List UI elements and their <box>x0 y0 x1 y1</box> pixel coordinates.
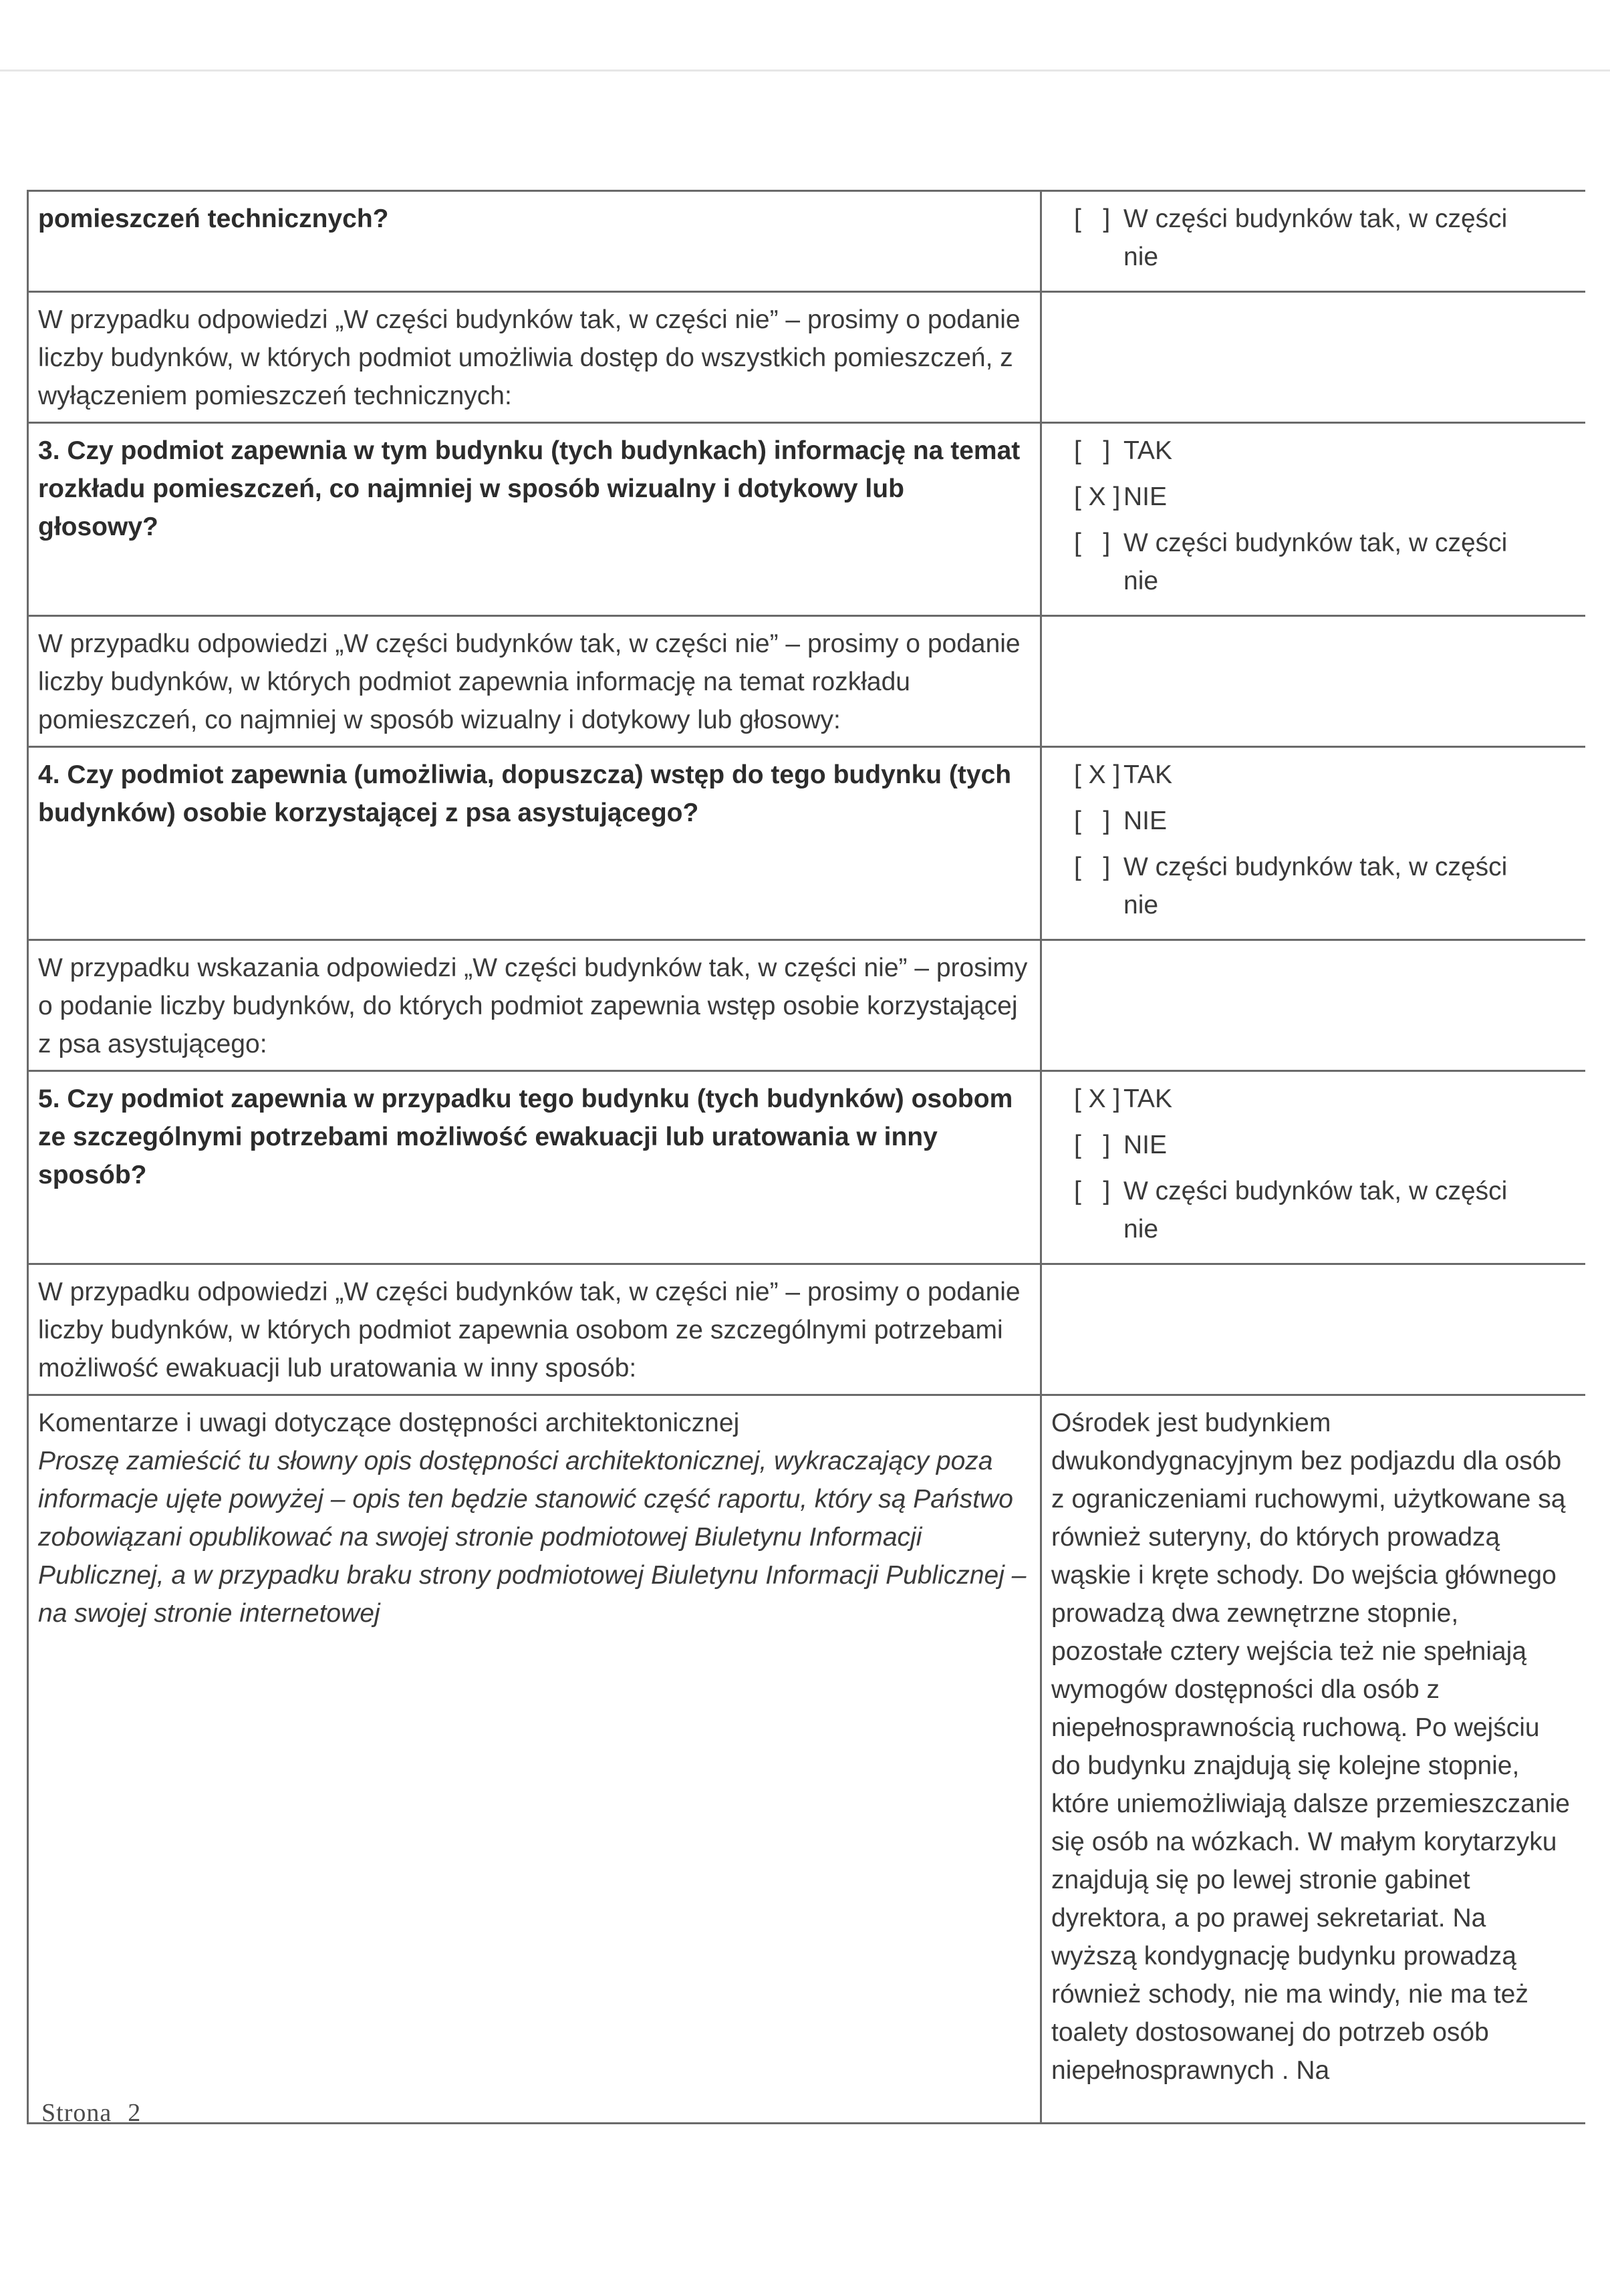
option-label: W części budynków tak, w części <box>1123 853 1508 881</box>
followup-cell <box>28 940 1041 1071</box>
followup-text: W przypadku odpowiedzi „W części budynków tak, w części nie” – prosimy o podanie liczby budynków, w których podmiot zapewnia osobom ze szczególnymi potrzebami możliwość ewakuacji lub uratowania w inny sposób: <box>38 1278 1021 1383</box>
table-row <box>28 616 1585 747</box>
checkbox-mark[interactable]: [ ] <box>1074 1177 1111 1205</box>
option-partial[interactable] <box>1074 200 1576 276</box>
option-label: TAK <box>1123 760 1172 789</box>
page-number: 2 <box>128 2099 142 2127</box>
question-text: 5. Czy podmiot zapewnia w przypadku tego budynku (tych budynków) osobom ze szczególnymi potrzebami możliwość ewakuacji lub uratowania w inny sposób? <box>38 1085 1013 1189</box>
option-label-continued: nie <box>1123 567 1159 595</box>
page-footer <box>41 2098 141 2128</box>
answer-options-cell <box>1041 423 1585 616</box>
option-label-continued: nie <box>1123 891 1159 919</box>
checkbox-mark[interactable]: [ ] <box>1074 853 1111 881</box>
option-nie[interactable] <box>1074 802 1576 840</box>
option-label: NIE <box>1123 1131 1168 1159</box>
followup-answer-cell[interactable] <box>1041 292 1585 423</box>
comments-answer-cell[interactable] <box>1041 1395 1585 2124</box>
option-label: NIE <box>1123 807 1168 835</box>
option-tak[interactable] <box>1074 756 1576 794</box>
checkbox-mark[interactable]: [ ] <box>1074 529 1111 557</box>
option-label: W części budynków tak, w części <box>1123 1177 1508 1205</box>
table-row <box>28 191 1585 292</box>
option-nie[interactable] <box>1074 1126 1576 1164</box>
question-text: pomieszczeń technicznych? <box>38 204 389 233</box>
followup-answer-cell[interactable] <box>1041 940 1585 1071</box>
followup-cell <box>28 1264 1041 1395</box>
followup-text: W przypadku wskazania odpowiedzi „W części budynków tak, w części nie” – prosimy o podanie liczby budynków, do których podmiot zapewnia wstęp osobie korzystającej z psa asystującego: <box>38 954 1028 1058</box>
table-row <box>28 423 1585 616</box>
option-label: TAK <box>1123 1085 1172 1113</box>
followup-text: W przypadku odpowiedzi „W części budynków tak, w części nie” – prosimy o podanie liczby budynków, w których podmiot zapewnia informację na temat rozkładu pomieszczeń, co najmniej w sposób wizualny i dotykowy lub głosowy: <box>38 629 1021 734</box>
answer-options-cell <box>1041 747 1585 940</box>
question-cell <box>28 1071 1041 1264</box>
checkbox-mark[interactable]: [ ] <box>1074 807 1111 835</box>
checkbox-mark[interactable]: [ X ] <box>1074 760 1121 789</box>
table-row <box>28 1071 1585 1264</box>
option-nie[interactable] <box>1074 478 1576 516</box>
accessibility-form-table <box>27 190 1585 2124</box>
option-label-continued: nie <box>1123 243 1159 271</box>
option-label: NIE <box>1123 482 1168 511</box>
question-text: 4. Czy podmiot zapewnia (umożliwia, dopuszcza) wstęp do tego budynku (tych budynków) osobie korzystającej z psa asystującego? <box>38 760 1012 827</box>
comments-instruction: Proszę zamieścić tu słowny opis dostępności architektonicznej, wykraczający poza informacje ujęte powyżej – opis ten będzie stanowić część raportu, który są Państwo zobowiązani opublikować na swojej stronie podmiotowej Biuletynu Informacji Publicznej, a w przypadku braku strony podmiotowej Biuletynu Informacji Publicznej – na swojej stronie internetowej <box>38 1447 1027 1628</box>
option-partial[interactable] <box>1074 848 1576 924</box>
answer-options-cell <box>1041 191 1585 292</box>
table-row <box>28 292 1585 423</box>
followup-answer-cell[interactable] <box>1041 1264 1585 1395</box>
checkbox-mark[interactable]: [ X ] <box>1074 1085 1121 1113</box>
followup-cell <box>28 292 1041 423</box>
checkbox-mark[interactable]: [ ] <box>1074 204 1111 233</box>
comments-heading: Komentarze i uwagi dotyczące dostępności architektonicznej <box>38 1409 740 1437</box>
option-tak[interactable] <box>1074 432 1576 470</box>
option-tak[interactable] <box>1074 1080 1576 1118</box>
checkbox-mark[interactable]: [ X ] <box>1074 482 1121 511</box>
question-cell <box>28 191 1041 292</box>
table-row <box>28 940 1585 1071</box>
checkbox-mark[interactable]: [ ] <box>1074 1131 1111 1159</box>
table-row <box>28 747 1585 940</box>
question-cell <box>28 423 1041 616</box>
followup-cell <box>28 616 1041 747</box>
option-label-continued: nie <box>1123 1215 1159 1244</box>
answer-options-cell <box>1041 1071 1585 1264</box>
checkbox-mark[interactable]: [ ] <box>1074 436 1111 465</box>
option-label: TAK <box>1123 436 1172 465</box>
scan-edge-line <box>0 69 1610 71</box>
table-row <box>28 1264 1585 1395</box>
option-partial[interactable] <box>1074 1172 1576 1248</box>
option-label: W części budynków tak, w części <box>1123 529 1508 557</box>
option-label: W części budynków tak, w części <box>1123 204 1508 233</box>
question-cell <box>28 747 1041 940</box>
followup-answer-cell[interactable] <box>1041 616 1585 747</box>
comments-cell <box>28 1395 1041 2124</box>
question-text: 3. Czy podmiot zapewnia w tym budynku (tych budynkach) informację na temat rozkładu pomieszczeń, co najmniej w sposób wizualny i dotykowy lub głosowy? <box>38 436 1021 541</box>
accessibility-description: Ośrodek jest budynkiem dwukondygnacyjnym bez podjazdu dla osób z ograniczeniami ruchowymi, użytkowane są również suteryny, do których prowadzą wąskie i kręte schody. Do wejścia głównego prowadzą dwa zewnętrzne stopnie, pozostałe cztery wejścia też nie spełniają wymogów dostępności dla osób z niepełnosprawnością ruchową. Po wejściu do budynku znajdują się kolejne stopnie, które uniemożliwiają dalsze przemieszczanie się osób na wózkach. W małym korytarzyku znajdują się po lewej stronie gabinet dyrektora, a po prawej sekretariat. Na wyższą kondygnację budynku prowadzą również schody, nie ma windy, nie ma też toalety dostosowanej do potrzeb osób niepełnosprawnych . Na <box>1051 1409 1571 2085</box>
followup-text: W przypadku odpowiedzi „W części budynków tak, w części nie” – prosimy o podanie liczby budynków, w których podmiot umożliwia dostęp do wszystkich pomieszczeń, z wyłączeniem pomieszczeń technicznych: <box>38 305 1021 410</box>
page-label: Strona <box>41 2099 112 2127</box>
option-partial[interactable] <box>1074 524 1576 600</box>
table-row <box>28 1395 1585 2124</box>
